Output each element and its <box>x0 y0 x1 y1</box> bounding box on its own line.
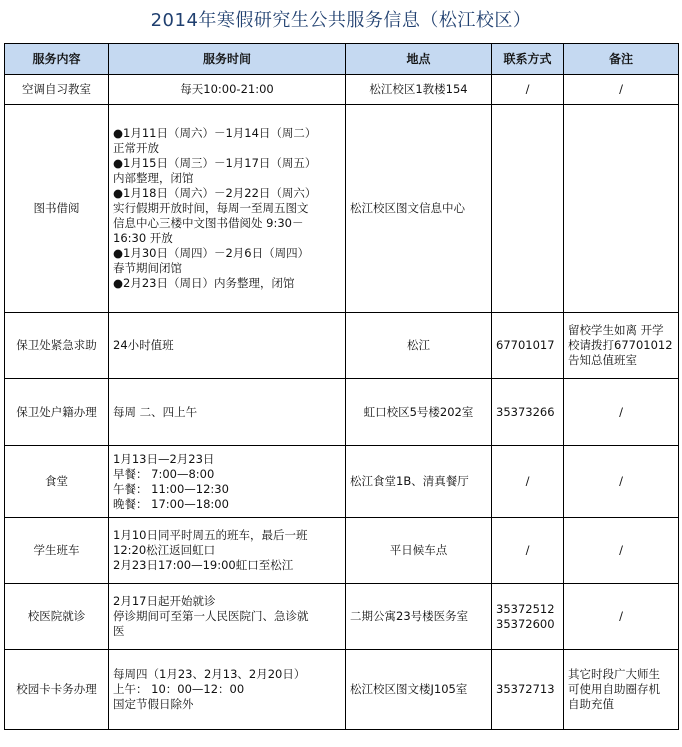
place-cell: 松江校区图文楼J105室 <box>346 650 492 730</box>
note-cell-line: 校请拨打67701012 <box>568 338 673 352</box>
contact-cell-line: 67701017 <box>496 338 555 352</box>
time-cell-line: 2月17日起开始就诊 <box>113 594 216 608</box>
service-cell: 空调自习教室 <box>5 75 109 105</box>
contact-cell <box>492 379 564 446</box>
contact-cell-line: / <box>525 474 530 488</box>
service-cell: 食堂 <box>5 446 109 518</box>
place-cell: 松江 <box>346 313 492 379</box>
service-info-table <box>4 43 679 730</box>
service-cell: 校园卡卡务办理 <box>5 650 109 730</box>
time-cell <box>109 518 346 584</box>
contact-cell <box>492 650 564 730</box>
time-cell-line: 24小时值班 <box>113 338 174 352</box>
time-cell-line: ●1月18日（周六）－2月22日（周六） <box>113 186 317 200</box>
contact-cell-line: 35373266 <box>496 404 555 419</box>
table-row <box>5 518 679 584</box>
note-cell-line: 告知总值班室 <box>568 353 637 367</box>
time-cell-line: 每天10:00-21:00 <box>180 82 274 96</box>
time-cell <box>109 313 346 379</box>
table-row <box>5 313 679 379</box>
header-contact: 联系方式 <box>492 44 564 75</box>
note-cell-line: / <box>619 543 623 557</box>
time-cell-line: 信息中心三楼中文图书借阅处 9:30－ <box>113 216 304 230</box>
note-cell <box>564 518 679 584</box>
service-cell: 保卫处紧急求助 <box>5 313 109 379</box>
time-cell <box>109 105 346 313</box>
time-cell-line: 正常开放 <box>113 141 159 155</box>
time-cell <box>109 379 346 446</box>
time-cell-line: 2月23日17:00—19:00虹口至松江 <box>113 558 294 572</box>
service-cell: 图书借阅 <box>5 105 109 313</box>
contact-cell <box>492 75 564 105</box>
note-cell-line: / <box>619 82 623 96</box>
header-time: 服务时间 <box>109 44 346 75</box>
note-cell <box>564 446 679 518</box>
note-cell <box>564 584 679 650</box>
time-cell-line: 1月10日同平时周五的班车，最后一班 <box>113 528 308 542</box>
contact-cell <box>492 518 564 584</box>
contact-cell-line: 35372512 <box>496 601 555 616</box>
table-row <box>5 105 679 313</box>
time-cell-line: ●1月30日（周四）－2月6日（周四） <box>113 246 310 260</box>
time-cell-line: 春节期间闭馆 <box>113 261 182 275</box>
place-cell: 松江校区图文信息中心 <box>346 105 492 313</box>
time-cell-line: 1月13日—2月23日 <box>113 451 215 466</box>
contact-cell <box>492 105 564 313</box>
note-cell-line: 其它时段广大师生 <box>568 667 660 681</box>
time-cell <box>109 75 346 105</box>
time-cell-line: ●2月23日（周日）内务整理，闭馆 <box>113 276 295 290</box>
contact-cell-line: / <box>525 543 530 557</box>
time-cell-line: 停诊期间可至第一人民医院门、急诊就 <box>113 609 309 623</box>
place-cell: 虹口校区5号楼202室 <box>346 379 492 446</box>
time-cell-line: 国定节假日除外 <box>113 697 194 711</box>
table-header-row <box>5 44 679 75</box>
contact-cell <box>492 446 564 518</box>
note-cell <box>564 105 679 313</box>
table-row <box>5 446 679 518</box>
service-cell: 保卫处户籍办理 <box>5 379 109 446</box>
contact-cell-line: / <box>525 82 530 96</box>
time-cell-line: 午餐： 11:00—12:30 <box>113 481 229 496</box>
contact-cell-line: 35372713 <box>496 682 555 696</box>
note-cell-line: 留校学生如离 开学 <box>568 323 664 337</box>
contact-cell <box>492 584 564 650</box>
place-cell: 松江食堂1B、清真餐厅 <box>346 446 492 518</box>
contact-cell-line: 35372600 <box>496 616 555 631</box>
contact-cell <box>492 313 564 379</box>
table-row <box>5 379 679 446</box>
time-cell-line: ●1月11日（周六）－1月14日（周二） <box>113 126 317 140</box>
time-cell-line: 内部整理，闭馆 <box>113 171 194 185</box>
service-cell: 学生班车 <box>5 518 109 584</box>
time-cell <box>109 446 346 518</box>
time-cell-line: 16:30 开放 <box>113 231 173 245</box>
time-cell-line: 实行假期开放时间，每周一至周五图文 <box>113 201 309 215</box>
time-cell-line: 上午： 10：00—12：00 <box>113 682 245 696</box>
table-row <box>5 584 679 650</box>
note-cell-line: 可使用自助圈存机 <box>568 682 660 696</box>
time-cell-line: 早餐： 7:00—8:00 <box>113 466 215 481</box>
note-cell-line: 自助充值 <box>568 697 614 711</box>
place-cell: 二期公寓23号楼医务室 <box>346 584 492 650</box>
note-cell <box>564 313 679 379</box>
note-cell-line: / <box>619 404 623 419</box>
note-cell <box>564 379 679 446</box>
time-cell <box>109 650 346 730</box>
time-cell-line: 医 <box>113 624 125 638</box>
time-cell-line: 每周四（1月23、2月13、2月20日） <box>113 667 306 681</box>
header-place: 地点 <box>346 44 492 75</box>
time-cell-line: 12:20松江返回虹口 <box>113 543 216 557</box>
note-cell <box>564 650 679 730</box>
header-service: 服务内容 <box>5 44 109 75</box>
header-note: 备注 <box>564 44 679 75</box>
note-cell-line: / <box>619 474 623 488</box>
service-cell: 校医院就诊 <box>5 584 109 650</box>
time-cell-line: 每周 二、四上午 <box>113 404 198 419</box>
place-cell: 平日候车点 <box>346 518 492 584</box>
note-cell <box>564 75 679 105</box>
page-title: 2014年寒假研究生公共服务信息（松江校区） <box>150 10 532 31</box>
time-cell-line: 晚餐： 17:00—18:00 <box>113 496 229 511</box>
note-cell-line: / <box>619 609 623 623</box>
place-cell: 松江校区1教楼154 <box>346 75 492 105</box>
time-cell-line: ●1月15日（周三）－1月17日（周五） <box>113 156 317 170</box>
time-cell <box>109 584 346 650</box>
table-row <box>5 75 679 105</box>
table-row <box>5 650 679 730</box>
